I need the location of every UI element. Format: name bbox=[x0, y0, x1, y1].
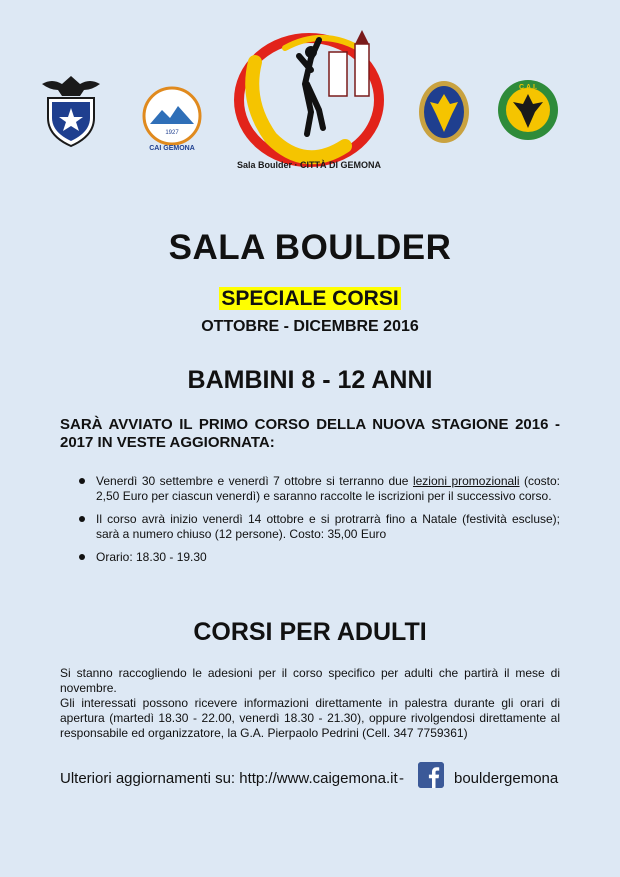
municipal-seal-1 bbox=[418, 80, 470, 144]
cai-gemona-logo bbox=[140, 84, 204, 154]
kids-heading: BAMBINI 8 - 12 ANNI bbox=[187, 366, 433, 394]
course-period: OTTOBRE - DICEMBRE 2016 bbox=[201, 318, 419, 335]
website-info: Ulteriori aggiornamenti su: http://www.caigemona.it bbox=[60, 770, 398, 787]
cai-eagle-seal bbox=[497, 78, 559, 142]
adults-paragraph-1: Si stanno raccogliendo le adesioni per il corso specifico per adulti che partirà il mese di novembre. bbox=[60, 666, 560, 695]
facebook-page-name: bouldergemona bbox=[454, 770, 559, 787]
svg-text:Sala Boulder · CITTÀ DI GEMONA: Sala Boulder · CITTÀ DI GEMONA bbox=[236, 160, 382, 170]
bullet-icon bbox=[79, 554, 85, 560]
promo-lessons-link: lezioni promozionali bbox=[412, 474, 520, 488]
adults-paragraph-2: Gli interessati possono ricevere informazioni direttamente in palestra durante gli orari di apertura (martedì 18.30 - 22.00, venerdì 18.30 - 21.30), oppure rivolgendosi direttamente al responsabile ed organizzatore, la G.A. Pierpaolo Pedrini (Cell. 347 7759361) bbox=[60, 696, 560, 740]
facebook-icon bbox=[418, 762, 444, 788]
special-courses-heading bbox=[0, 287, 620, 311]
sala-boulder-logo bbox=[225, 22, 393, 172]
footer-separator: - bbox=[399, 770, 404, 787]
svg-text:CAI GEMONA: CAI GEMONA bbox=[149, 145, 195, 152]
poster-title: SALA BOULDER bbox=[168, 228, 452, 267]
adults-description bbox=[60, 666, 560, 741]
adults-heading: CORSI PER ADULTI bbox=[193, 618, 427, 646]
bullet-icon bbox=[79, 478, 85, 484]
list-item: Orario: 18.30 - 19.30 bbox=[60, 550, 560, 565]
logo-row bbox=[0, 22, 620, 182]
list-item: Venerdì 30 settembre e venerdì 7 ottobre si terranno due lezioni promozionali (costo: 2,50 Euro per ciascun venerdì) e saranno raccolte le iscrizioni per il successivo corso. bbox=[60, 474, 560, 504]
special-courses-label: SPECIALE CORSI bbox=[221, 287, 399, 310]
svg-text:1927: 1927 bbox=[165, 130, 179, 136]
kids-intro: SARÀ AVVIATO IL PRIMO CORSO DELLA NUOVA STAGIONE 2016 - 2017 IN VESTE AGGIORNATA: bbox=[60, 416, 560, 451]
list-item: Il corso avrà inizio venerdì 14 ottobre e si protrarrà fino a Natale (festività escluse); sarà a numero chiuso (12 persone). Costo: 35,00 Euro bbox=[60, 512, 560, 542]
bullet-icon bbox=[79, 516, 85, 522]
kids-course-details bbox=[60, 474, 560, 573]
svg-text:C.A.I.: C.A.I. bbox=[519, 84, 537, 91]
footer bbox=[60, 762, 560, 792]
cai-eagle-logo bbox=[40, 74, 102, 148]
